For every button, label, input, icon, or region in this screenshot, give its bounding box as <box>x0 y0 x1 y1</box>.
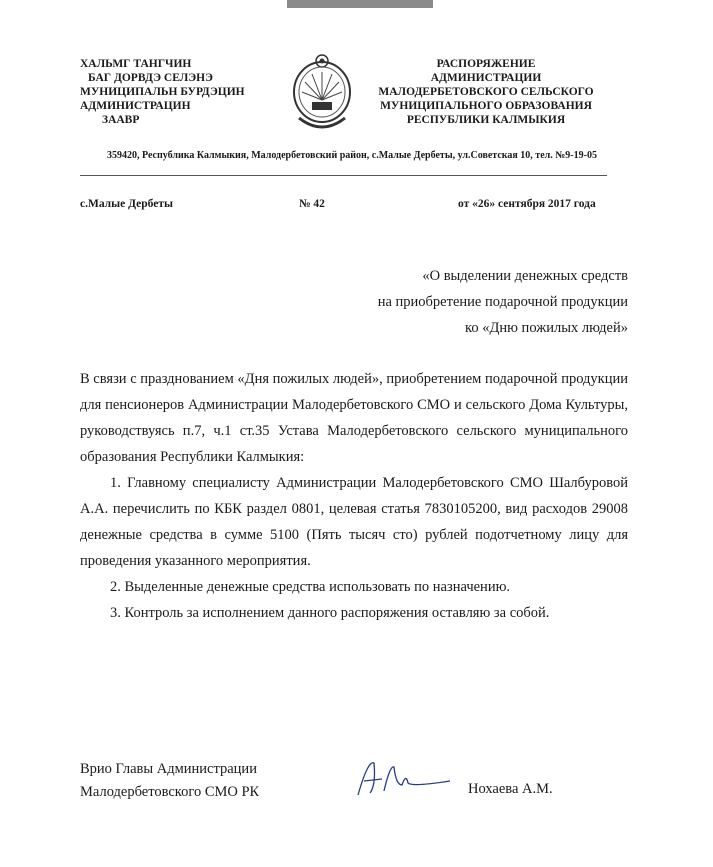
header-left-line: БАГ ДОРВДЭ СЕЛЭНЭ <box>88 72 213 84</box>
title-line: «О выделении денежных средств <box>422 268 628 284</box>
order-item: 1. Главному специалисту Администрации Малодербетовского СМО Шалбуровой А.А. перечислить по КБК раздел 0801, целевая статья 7830105200, вид расходов 29008 денежные средства в сумме 5100 (Пять тысяч сто) рублей подотчетному лицу для проведения указанного мероприятия. <box>80 475 628 569</box>
scan-artifact-bar <box>287 0 433 8</box>
signatory-position <box>80 758 259 804</box>
header-kalmyk <box>80 57 245 127</box>
order-number: № 42 <box>299 198 325 210</box>
header-russian <box>370 57 602 127</box>
document-type: РАСПОРЯЖЕНИЕ <box>436 58 536 70</box>
order-body <box>80 366 628 626</box>
title-line: на приобретение подарочной продукции <box>377 294 628 310</box>
order-title <box>378 263 628 341</box>
position-line: Врио Главы Администрации <box>80 761 257 777</box>
position-line: Малодербетовского СМО РК <box>80 784 260 800</box>
header-right-line: АДМИНИСТРАЦИИ <box>430 72 542 84</box>
divider <box>80 175 607 176</box>
handwritten-signature <box>350 755 460 800</box>
address-line: 359420, Республика Калмыкия, Малодербетовский район, с.Малые Дербеты, ул.Советская 10, тел. №9-19-05 <box>107 150 597 161</box>
header-right-line: МАЛОДЕРБЕТОВСКОГО СЕЛЬСКОГО <box>378 86 594 98</box>
header-right-line: МУНИЦИПАЛЬНОГО ОБРАЗОВАНИЯ <box>380 100 592 112</box>
header-left-line: МУНИЦИПАЛЬН БУРДЭЦИН <box>80 86 245 98</box>
title-line: ко «Дню пожилых людей» <box>465 320 628 336</box>
header-left-line: ХАЛЬМГ ТАНГЧИН <box>80 58 192 70</box>
signatory-name: Нохаева А.М. <box>468 781 553 797</box>
order-date: от «26» сентября 2017 года <box>458 198 596 210</box>
order-item: 2. Выделенные денежные средства использовать по назначению. <box>110 579 511 595</box>
emblem-icon <box>287 52 357 134</box>
header-right-line: РЕСПУБЛИКИ КАЛМЫКИЯ <box>406 114 566 126</box>
preamble: В связи с празднованием «Дня пожилых людей», приобретением подарочной продукции для пенсионеров Администрации Малодербетовского СМО и сельского Дома Культуры, руководствуясь п.7, ч.1 ст.35 Устава Малодербетовского сельского муниципального образования Республики Калмыкия: <box>80 371 628 465</box>
place: с.Малые Дербеты <box>80 198 173 210</box>
header-left-line: ЗААВР <box>102 114 140 126</box>
order-item: 3. Контроль за исполнением данного распоряжения оставляю за собой. <box>110 605 550 621</box>
header-left-line: АДМИНИСТРАЦИН <box>80 100 191 112</box>
